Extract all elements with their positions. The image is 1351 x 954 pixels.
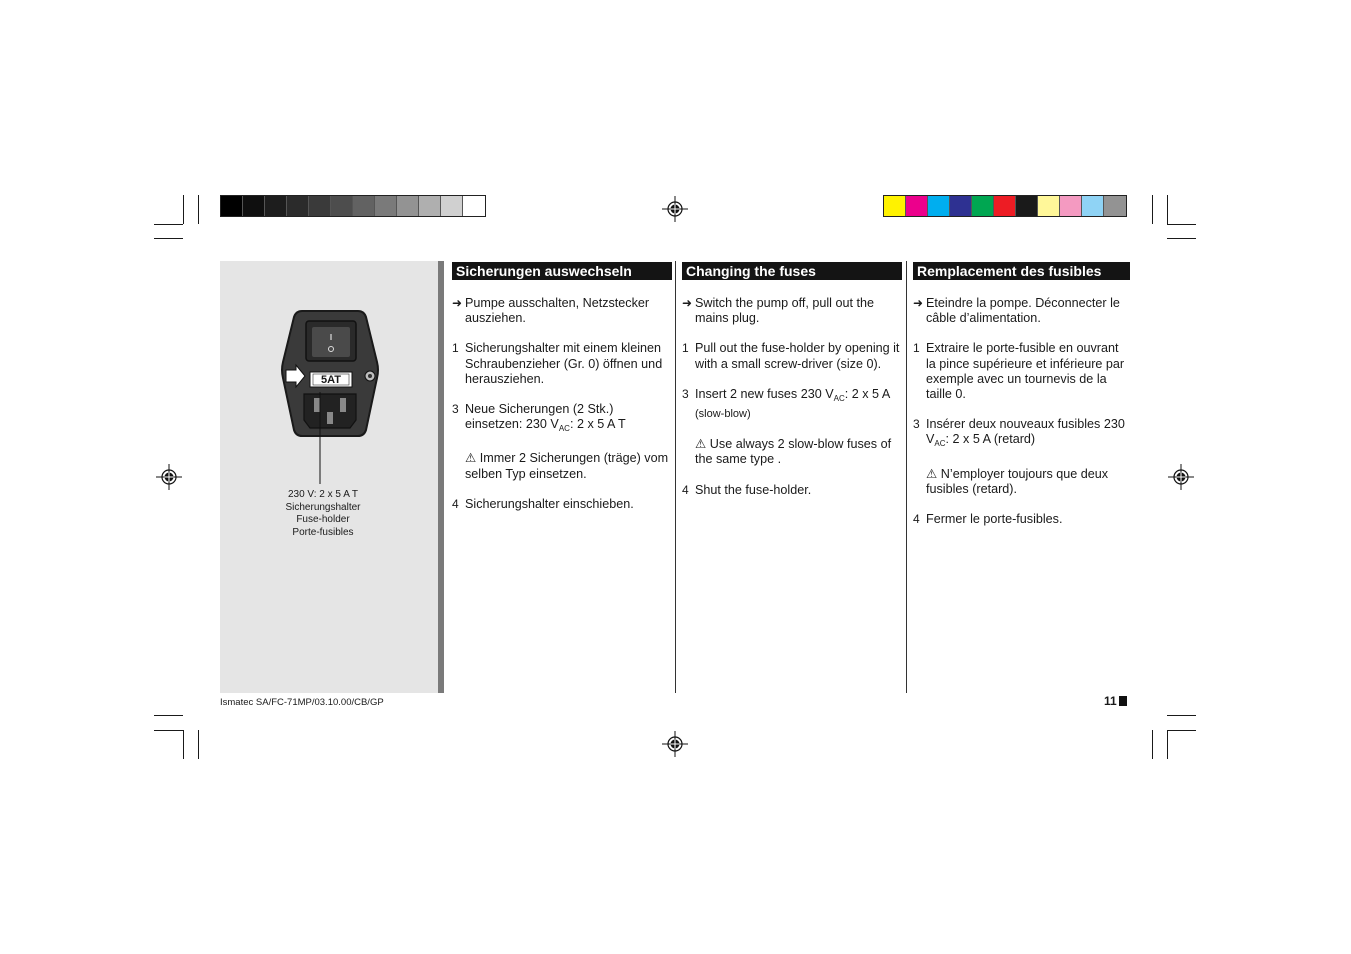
column-french — [913, 262, 1130, 542]
color-swatch — [950, 196, 972, 216]
instruction-step — [682, 387, 902, 422]
color-swatch — [375, 196, 397, 216]
color-swatch — [287, 196, 309, 216]
warning-note — [452, 451, 672, 481]
section-heading: Changing the fuses — [682, 262, 902, 280]
step-text-part: : 2 x 5 A (retard) — [945, 432, 1036, 447]
color-swatch — [884, 196, 906, 216]
figure-caption — [263, 489, 383, 539]
step-text — [926, 417, 1130, 451]
instruction-step — [682, 296, 902, 326]
warning-icon: ⚠ — [926, 466, 938, 481]
color-swatch — [972, 196, 994, 216]
step-text-part: Neue Sicherungen (2 Stk.) einsetzen: 230 V — [465, 402, 614, 432]
step-text: Sicherungshalter mit einem kleinen Schraubenzieher (Gr. 0) öffnen und herausziehen. — [465, 341, 663, 386]
color-swatch — [441, 196, 463, 216]
instruction-step — [913, 512, 1130, 527]
registration-mark-icon — [156, 464, 182, 490]
step-text-small: (slow-blow) — [695, 408, 751, 421]
step-text: Extraire le porte-fusible en ouvrant la pince supérieure et inférieure par exemple avec un tournevis de la taille 0. — [926, 341, 1125, 402]
step-number: 3 — [682, 386, 689, 401]
step-number: 3 — [452, 402, 459, 417]
arrow-icon: ➜ — [913, 296, 924, 310]
color-swatch — [906, 196, 928, 216]
page-number — [1104, 694, 1127, 708]
color-swatch — [419, 196, 441, 216]
color-calibration-bar — [883, 195, 1127, 217]
instruction-step — [452, 497, 672, 512]
color-swatch — [221, 196, 243, 216]
step-number: 4 — [913, 512, 920, 527]
color-swatch — [353, 196, 375, 216]
step-number: 4 — [682, 482, 689, 497]
step-text: Sicherungshalter einschieben. — [465, 496, 634, 511]
step-number: 1 — [913, 341, 920, 356]
grayscale-calibration-bar — [220, 195, 486, 217]
note-text: N’employer toujours que deux fusibles (retard). — [926, 466, 1109, 496]
step-number: 3 — [913, 417, 920, 432]
page-marker-block — [1119, 696, 1127, 706]
warning-note — [682, 437, 902, 467]
arrow-icon: ➜ — [452, 296, 463, 310]
column-divider — [675, 261, 676, 693]
color-swatch — [265, 196, 287, 216]
color-swatch — [1104, 196, 1126, 216]
step-text: Pull out the fuse-holder by opening it with a small screw-driver (size 0). — [695, 341, 900, 371]
caption-line: Fuse-holder — [296, 514, 350, 525]
step-text: Pumpe ausschalten, Netzstecker ausziehen. — [465, 296, 650, 326]
step-number: 1 — [682, 341, 689, 356]
arrow-icon: ➜ — [682, 296, 693, 310]
step-text: Eteindre la pompe. Déconnecter le câble d’alimentation. — [926, 296, 1120, 326]
warning-note — [913, 467, 1130, 497]
note-text: Use always 2 slow-blow fuses of the same type . — [695, 437, 892, 467]
section-heading: Remplacement des fusibles — [913, 262, 1130, 280]
step-text-part: : 2 x 5 A T — [569, 417, 626, 432]
step-text: Shut the fuse-holder. — [695, 482, 812, 497]
instruction-step — [452, 296, 672, 326]
registration-mark-icon — [662, 731, 688, 757]
step-text: Switch the pump off, pull out the mains plug. — [695, 296, 874, 326]
section-heading: Sicherungen auswechseln — [452, 262, 672, 280]
color-swatch — [994, 196, 1016, 216]
step-text — [465, 402, 672, 436]
step-number: 1 — [452, 341, 459, 356]
color-swatch — [309, 196, 331, 216]
column-english — [682, 262, 902, 513]
step-text: Fermer le porte-fusibles. — [926, 512, 1063, 527]
instruction-step — [913, 296, 1130, 326]
document-code: Ismatec SA/FC-71MP/03.10.00/CB/GP — [220, 697, 384, 708]
instruction-step — [913, 417, 1130, 451]
step-text-part: Insert 2 new fuses 230 V — [695, 386, 834, 401]
registration-mark-icon — [662, 196, 688, 222]
color-swatch — [463, 196, 485, 216]
warning-icon: ⚠ — [465, 451, 477, 466]
instruction-step — [913, 341, 1130, 402]
instruction-step — [452, 402, 672, 436]
color-swatch — [397, 196, 419, 216]
color-swatch — [1060, 196, 1082, 216]
color-swatch — [243, 196, 265, 216]
caption-line: Sicherungshalter — [285, 501, 361, 513]
note-text: Immer 2 Sicherungen (träge) vom selben Typ einsetzen. — [465, 451, 669, 481]
step-number: 4 — [452, 496, 459, 511]
step-text — [695, 387, 902, 422]
panel-divider-bar — [438, 261, 444, 693]
fuse-holder-illustration — [280, 308, 380, 490]
caption-line: Porte-fusibles — [292, 526, 354, 538]
step-text-part: : 2 x 5 A — [844, 386, 890, 401]
instruction-step — [682, 483, 902, 498]
step-text-part: Insérer deux nouveaux fusibles 230 V — [926, 417, 1125, 447]
subscript: AC — [558, 424, 570, 434]
color-swatch — [1038, 196, 1060, 216]
color-swatch — [928, 196, 950, 216]
instruction-step — [452, 341, 672, 387]
color-swatch — [1016, 196, 1038, 216]
subscript: AC — [833, 393, 845, 403]
page-number-text: 11 — [1104, 694, 1117, 708]
subscript: AC — [934, 439, 946, 449]
warning-icon: ⚠ — [695, 437, 707, 452]
column-german — [452, 262, 672, 527]
color-swatch — [1082, 196, 1104, 216]
caption-line: 230 V: 2 x 5 A T — [287, 489, 359, 500]
column-divider — [906, 261, 907, 693]
instruction-step — [682, 341, 902, 371]
color-swatch — [331, 196, 353, 216]
registration-mark-icon — [1168, 464, 1194, 490]
fuse-rating-label: 5AT — [321, 374, 341, 386]
